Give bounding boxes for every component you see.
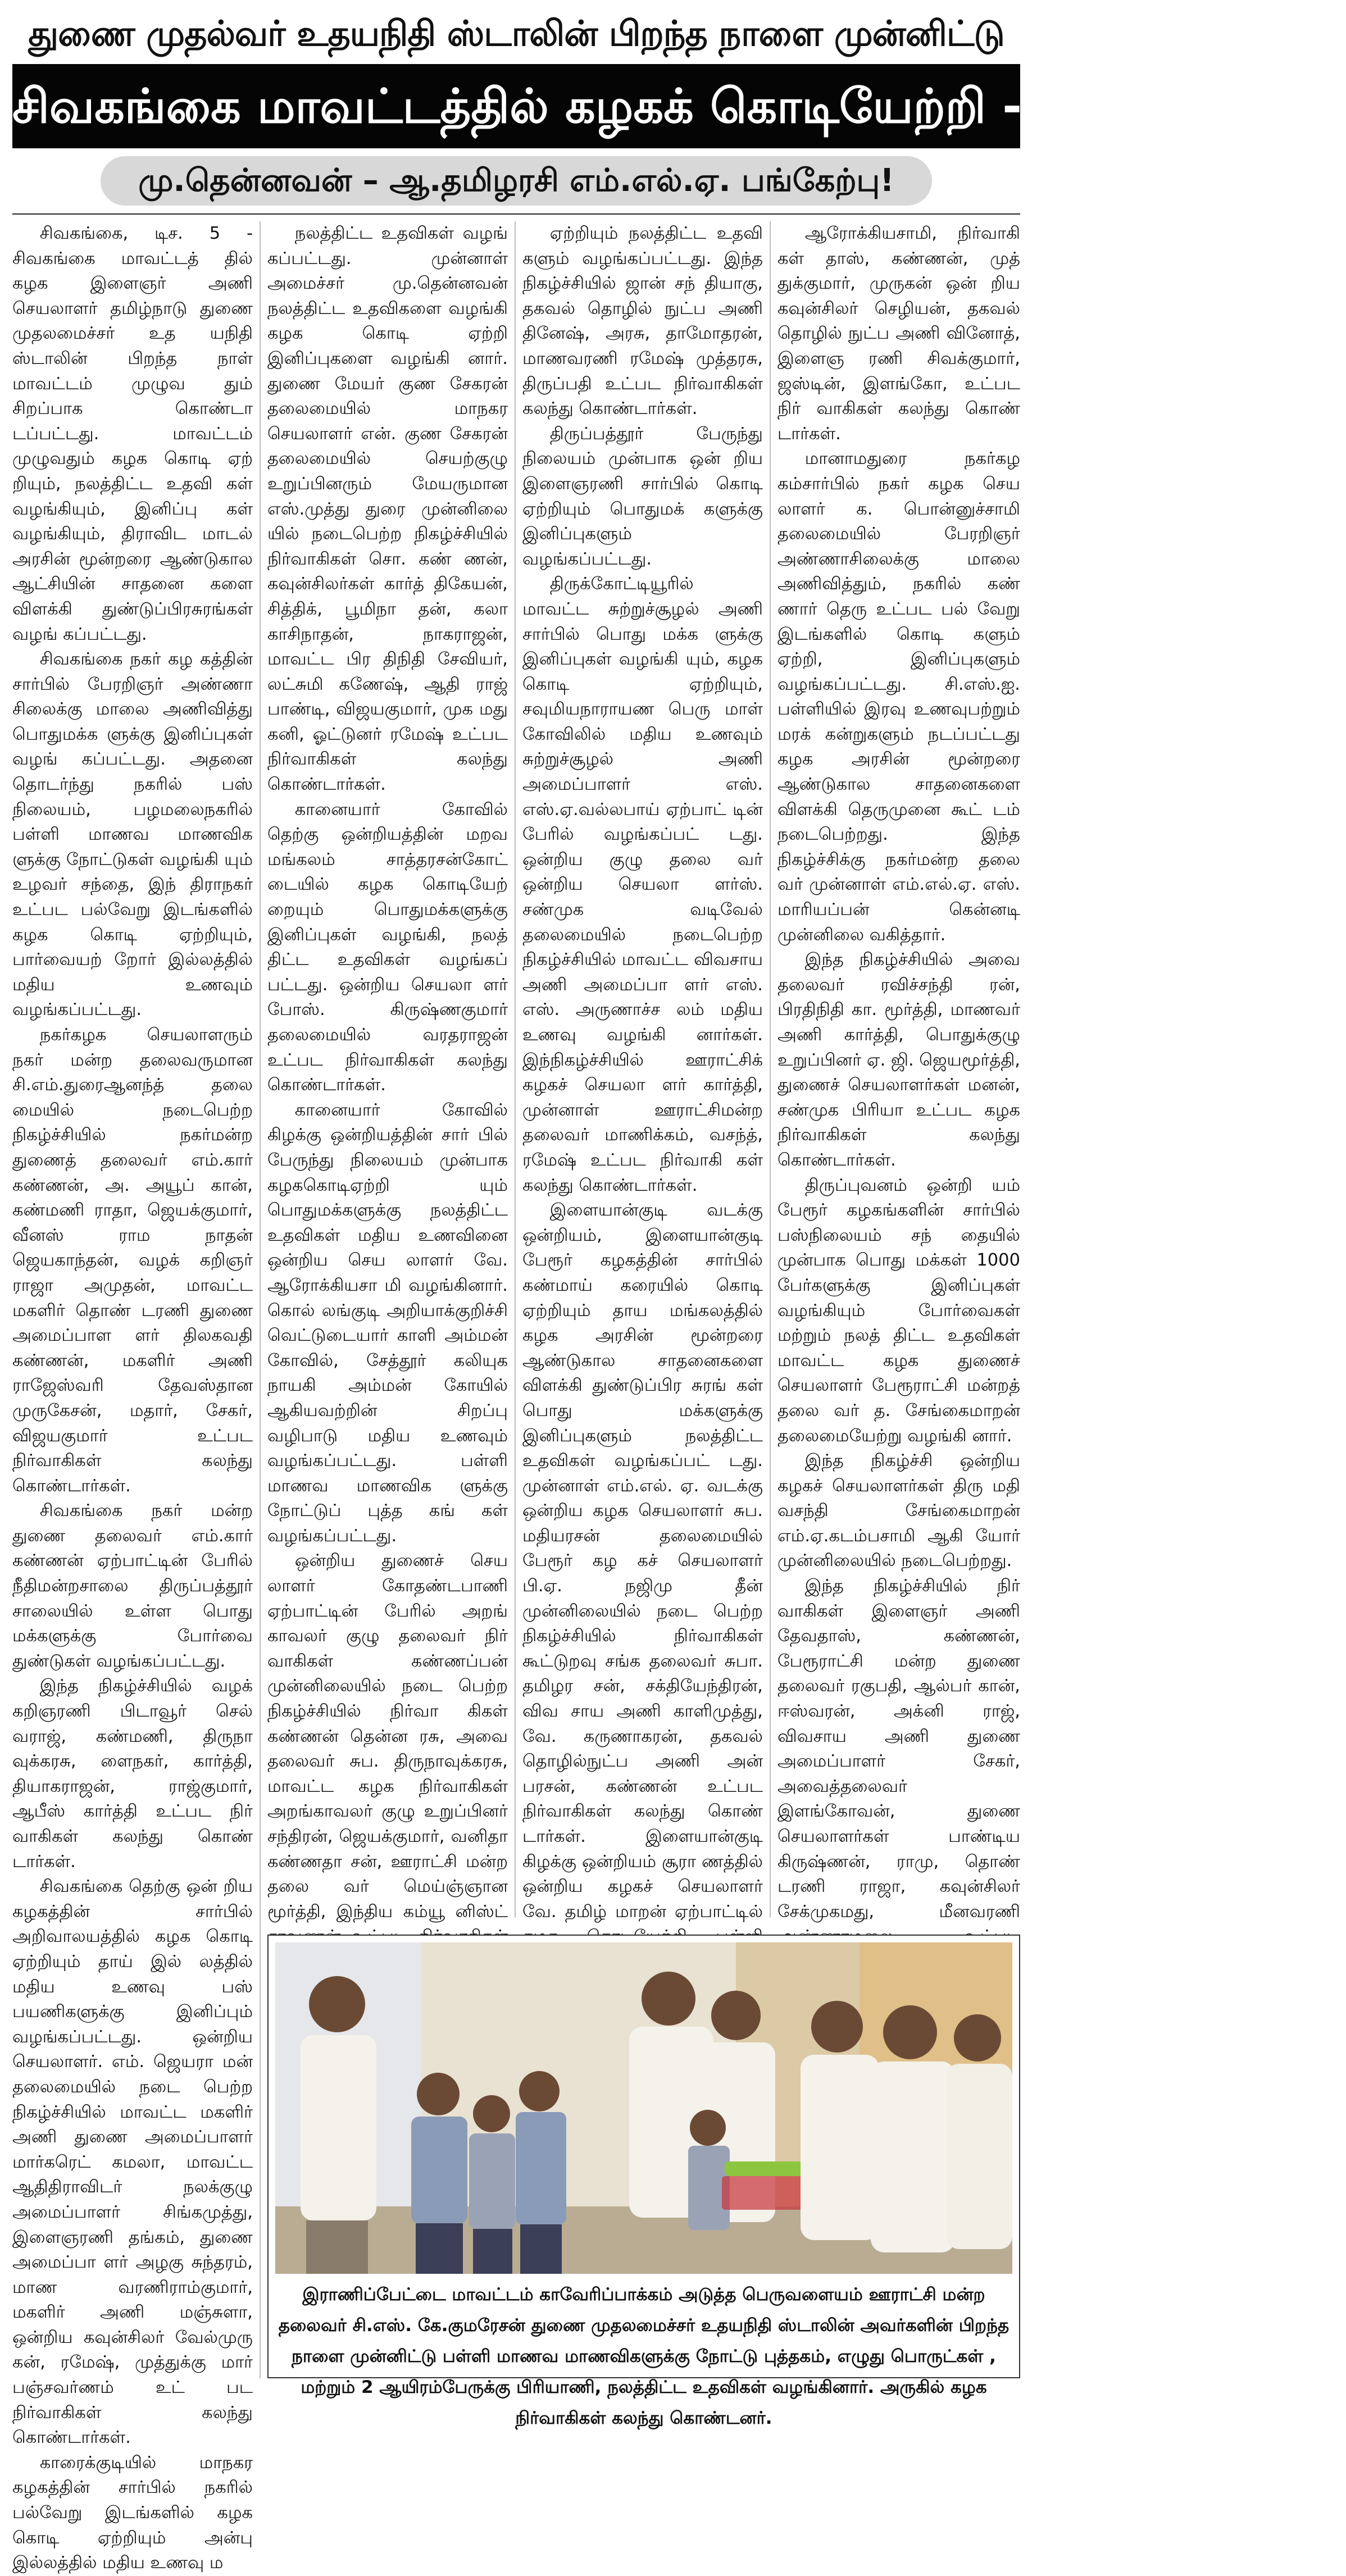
article-body	[12, 221, 1021, 2573]
paragraph: இளையான்குடி வடக்கு ஒன்றியம், இளையான்குடி பேரூர் கழகத்தின் சார்பில் கண்மாய் கரையில் கொடி ஏற்றியும் தாய மங்கலத்தில் கழக அரசின் மூன்றரை ஆண்டுகால சாதனைகளை விளக்கி துண்டுப்பிர சுரங் கள் பொது மக்களுக்கு இனிப்புகளும் நலத்திட்ட உதவிகள் வழங்கப்பட் டது. முன்னாள் எம்.எல். ஏ. வடக்கு ஒன்றிய கழக செயலாளர் சுப. மதியரசன் தலைமையில் பேரூர் கழ கச் செயலாளர் பி.ஏ. நஜிமு தீன் முன்னிலையில் நடை பெற்ற நிகழ்ச்சியில் நிர்வாகிகள் கூட்டுறவு சங்க தலைவர் சுபா. தமிழர சன், சக்தியேந்திரன், விவ சாய அணி காளிமுத்து, வே. கருணாகரன், தகவல் தொழில்நுட்ப அணி அன் பரசன், கண்ணன் உட்பட நிர்வாகிகள் கலந்து கொண் டார்கள். இளையான்குடி கிழக்கு ஒன்றியம் சூரா ணத்தில் ஒன்றிய கழகச் செயலாளர் வே. தமிழ் மாறன் ஏற்பாட்டில்	[522, 1200, 763, 1922]
child-legs	[416, 2223, 463, 2274]
photo-block	[267, 1935, 1020, 2428]
person-body	[871, 2061, 955, 2252]
event-photo	[275, 1942, 1012, 2274]
column-separator	[770, 221, 771, 1918]
person-body	[301, 2035, 376, 2220]
child-legs	[520, 2224, 562, 2274]
paragraph: கானையார் கோவில் தெற்கு ஒன்றியத்தின் மறவ மங்கலம் சாத்தரசன்கோட் டையில் கழக கொடியேற் றையும் பொதுமக்களுக்கு இனிப்புகள் வழங்கி, நலத் திட்ட உதவிகள் வழங்கப் பட்டது. ஒன்றிய செயலா ளர் போஸ். கிருஷ்ணகுமார் தலைமையில் வரதராஜன் உட்பட நிர்வாகிகள் கலந்து கொண்டார்கள்.	[267, 799, 508, 1095]
paragraph: கானையார் கோவில் கிழக்கு ஒன்றியத்தின் சார் பில் பேருந்து நிலையம் முன்பாக கழககொடிஏற்றி யும் பொதுமக்களுக்கு நலத்திட்ட உதவிகள் மதிய உணவினை ஒன்றிய செய லாளர் வே. ஆரோக்கியசா மி வழங்கினார். கொல் லங்குடி அறியாக்குறிச்சி வெட்டுடையார் காளி அம்மன் கோவில், சேத்தூர் கலியுக நாயகி அம்மன் கோயில் ஆகியவற்றின் சிறப்பு வழிபாடு மதிய உணவும் வழங்கப்பட்டது. பள்ளி மாணவ மாணவிக ளுக்கு நோட்டுப் புத்த கங் கள் வழங்கப்பட்டது.	[267, 1100, 508, 1546]
paragraph: நகர்கழக செயலாளரும் நகர் மன்ற தலைவருமான சி.எம்.துரைஆனந்த் தலை மையில் நடைபெற்ற நிகழ்ச்சியில் நகர்மன்ற துணைத் தலைவர் எம்.கார் கண்ணன், அ. அயூப் கான், கண்மணி ராதா, ஜெயக்குமார், வீனஸ் ராம நாதன் ஜெயகாந்தன், வழக் கறிஞர் ராஜா அமுதன், மாவட்ட மகளிர் தொண் டரணி துணை அமைப்பாள ளர் திலகவதி கண்ணன், மகளிர் அணி ராஜேஸ்வரி தேவஸ்தான முருகேசன், மதார், சேகர், விஜயகுமார் உட்பட நிர்வாகிகள் கலந்து கொண்டார்கள்.	[12, 1025, 253, 1496]
paragraph: திருப்புவனம் ஒன்றி யம் பேரூர் கழகங்களின் சார்பில் பஸ்நிலையம் சந் தையில் முன்பாக பொது மக்கள் 1000 பேர்களுக்கு இனிப்புகள் வழங்கியும் போர்வைகள் மற்றும் நலத் திட்ட உதவிகள் மாவட்ட கழக துணைச் செயலாளர் பேரூராட்சி மன்றத் தலை வர் த. சேங்கைமாறன் தலைமையேற்று வழங்கி னார்.	[777, 1175, 1020, 1446]
column-2	[267, 221, 508, 1922]
paragraph: காரைக்குடியில் மாநகர கழகத்தின் சார்பில் நகரில் பல்வேறு இடங்களில் கழக கொடி ஏற்றியும் அன்பு இல்லத்தில் மதிய உணவு ம	[12, 2452, 253, 2573]
person-head	[309, 1976, 365, 2032]
event-photo-illustration	[275, 1942, 1012, 2274]
person-head	[811, 2001, 863, 2052]
person-body	[801, 2055, 879, 2240]
photo-caption: இராணிப்பேட்டை மாவட்டம் காவேரிப்பாக்கம் அடுத்த பெருவளையம் ஊராட்சி மன்ற தலைவர் சி.எஸ். கே.குமரேசன் துணை முதலமைச்சர் உதயநிதி ஸ்டாலின் அவர்களின் பிறந்த நாளை முன்னிட்டு பள்ளி மாணவ மாணவிகளுக்கு நோட்டு புத்தகம், எழுது பொருட்கள் , மற்றும் 2 ஆயிரம்பேருக்கு பிரியாணி, நலத்திட்ட உதவிகள் வழங்கினார். அருகில் கழக நிர்வாகிகள் கலந்து கொண்டனர்.	[278, 2284, 1010, 2428]
paragraph: இந்த நிகழ்ச்சி ஒன்றிய கழகச் செயலாளர்கள் திரு மதி வசந்தி சேங்கைமாறன் எம்.ஏ.கடம்பசாமி ஆகி யோர் முன்னிலையில் நடைபெற்றது.	[777, 1451, 1020, 1571]
subheadline: மு.தென்னவன் – ஆ.தமிழரசி எம்.எல்.ஏ. பங்கேற்பு!	[101, 156, 932, 206]
paragraph: மானாமதுரை நகர்கழ கம்சார்பில் நகர் கழக செய லாளர் க. பொன்னுச்சாமி தலைமையில் பேரறிஞர் அண்ணாசிலைக்கு மாலை அணிவித்தும், நகரில் கண் ணார் தெரு உட்பட பல் வேறு இடங்களில் கொடி களும் ஏற்றி, இனிப்புகளும் வழங்கப்பட்டது. சி.எஸ்.ஐ. பள்ளியில் இரவு உணவுபற்றும் மரக் கன்றுகளும் நடப்பட்டது கழக அரசின் மூன்றரை ஆண்டுகால சாதனைகளை விளக்கி தெருமுனை கூட் டம் நடைபெற்றது. இந்த நிகழ்ச்சிக்கு நகர்மன்ற தலை வர் முன்னாள் எம்.எல்.ஏ. எஸ். மாரியப்பன் கென்னடி முன்னிலை வகித்தார்.	[777, 449, 1020, 945]
person-body	[947, 2064, 1012, 2249]
person-head	[883, 2005, 937, 2059]
paragraph: சிவகங்கை நகர் மன்ற துணை தலைவர் எம்.கார் கண்ணன் ஏற்பாட்டின் பேரில் நீதிமன்றசாலை திருப்பத்தூர் சாலையில் உள்ள பொது மக்களுக்கு போர்வை துண்டுகள் வழங்கப்பட்டது.	[12, 1501, 253, 1671]
child-head	[473, 2095, 510, 2132]
person-head	[954, 2014, 1001, 2061]
child-body	[516, 2112, 566, 2224]
child-head	[690, 2110, 726, 2146]
column-4	[777, 221, 1021, 1922]
paragraph: சிவகங்கை நகர் கழ கத்தின் சார்பில் பேரறிஞர் அண்ணா சிலைக்கு மாலை அணிவித்து பொதுமக்க ளுக்கு இனிப்புகள் வழங் கப்பட்டது. அதனை தொடர்ந்து நகரில் பஸ் நிலையம், பழமலைநகரில் பள்ளி மாணவ மாணவிக ளுக்கு நோட்டுகள் வழங்கி யும் உழவர் சந்தை, இந் திராநகர் உட்பட பல்வேறு இடங்களில் கழக கொடி ஏற்றியும், பார்வையற் றோர் இல்லத்தில் மதிய உணவும் வழங்கப்பட்டது.	[12, 649, 253, 1020]
child-head	[417, 2073, 460, 2115]
paragraph: ஆரோக்கியசாமி, நிர்வாகி கள் தாஸ், கண்ணன், முத் துக்குமார், முருகன் ஒன் றிய கவுன்சிலர் செழியன், தகவல் தொழில் நுட்ப அணி வினோத், இளைஞ ரணி சிவக்குமார், ஜஸ்டின், இளங்கோ, உட்பட நிர் வாகிகள் கலந்து கொண் டார்கள்.	[777, 224, 1020, 444]
paragraph: திருக்கோட்டியூரில் மாவட்ட சுற்றுச்சூழல் அணி சார்பில் பொது மக்க ளுக்கு இனிப்புகள் வழங்கி யும், கழக கொடி ஏற்றியும், சவுமியநாராயண பெரு மாள் கோவிலில் மதிய உணவும் சுற்றுச்சூழல் அணி அமைப்பாளர் எஸ். எஸ்.ஏ.வல்லபாய் ஏற்பாட் டின் பேரில் வழங்கப்பட் டது. ஒன்றிய குழு தலை வர் ஒன்றிய செயலா ளர்ஸ். சண்முக வடிவேல் தலைமையில் நடைபெற்ற நிகழ்ச்சியில் மாவட்ட விவசாய அணி அமைப்பா ளர் எஸ். எஸ். அருணாச்ச லம் மதிய உணவு வழங்கி னார்கள். இந்நிகழ்ச்சியில் ஊராட்சிக் கழகச் செயலா ளர் கார்த்தி, முன்னாள் ஊராட்சிமன்ற தலைவர் மாணிக்கம், வசந்த், ரமேஷ் உட்பட நிர்வாகி கள் கலந்து கொண்டார்கள்.	[522, 574, 763, 1195]
person-head	[642, 1972, 695, 2026]
paragraph: இந்த நிகழ்ச்சியில் அவை தலைவர் ரவிச்சந்தி ரன், பிரதிநிதி கா. மூர்த்தி, மாணவர் அணி கார்த்தி, பொதுக்குழு உறுப்பினர் ஏ. ஜி. ஜெயமூர்த்தி, துணைச் செயலாளர்கள் மனன், சண்முக பிரியா உட்பட கழக நிர்வாகிகள் கலந்து கொண்டார்கள்.	[777, 950, 1021, 1170]
column-3	[522, 221, 763, 1922]
paragraph: நலத்திட்ட உதவிகள் வழங் கப்பட்டது. முன்னாள் அமைச்சர் மு.தென்னவன் நலத்திட்ட உதவிகளை வழங்கி கழக கொடி ஏற்றி இனிப்புகளை வழங்கி னார். துணை மேயர் குண சேகரன் தலைமையில் மாநகர செயலாளர் என். குண சேகரன் தலைமையில் செயற்குழு உறுப்பினரும் மேயருமான எஸ்.முத்து துரை முன்னிலை யில் நடைபெற்ற நிகழ்ச்சியில் நிர்வாகிகள் சொ. கண் ணன், கவுன்சிலர்கள் கார்த் திகேயன், சித்திக், பூமிநா தன், கலா காசிநாதன், நாகராஜன், மாவட்ட பிர திநிதி சேவியர், லட்சுமி கணேஷ், ஆதி ராஜ் பாண்டி, விஜயகுமார், முக மது கனி, ஓட்டுனர் ரமேஷ் உட்பட நிர்வாகிகள் கலந்து கொண்டார்கள்.	[267, 224, 508, 795]
kicker-headline: துணை முதல்வர் உதயநிதி ஸ்டாலின் பிறந்த நாளை முன்னிட்டு	[28, 13, 1004, 54]
column-1	[12, 221, 253, 2573]
paragraph: திருப்பத்தூர் பேருந்து நிலையம் முன்பாக ஒன் றிய இளைஞரணி சார்பில் கொடி ஏற்றியும் பொதுமக் களுக்கு இனிப்புகளும் வழங்கப்பட்டது.	[522, 424, 763, 569]
column-separator	[515, 221, 516, 1918]
main-headline: சிவகங்கை மாவட்டத்தில் கழகக் கொடியேற்றி - நல உதவிகள்!	[12, 64, 1020, 148]
paragraph: சிவகங்கை, டிச. 5 - சிவகங்கை மாவட்டத் தில் கழக இளைஞர் அணி செயலாளர் தமிழ்நாடு துணை முதலமைச்சர் உத யநிதி ஸ்டாலின் பிறந்த நாள் மாவட்டம் முழுவ தும் சிறப்பாக கொண்டா டப்பட்டது. மாவட்டம் முழுவதும் கழக கொடி ஏற் றியும், நலத்திட்ட உதவி கள் வழங்கியும், இனிப்பு கள் வழங்கியும், திராவிட மாடல் அரசின் மூன்றரை ஆண்டுகால ஆட்சியின் சாதனை களை விளக்கி துண்டுப்பிரசுரங்கள் வழங் கப்பட்டது.	[12, 224, 253, 644]
paragraph: சிவகங்கை தெற்கு ஒன் றிய கழகத்தின் சார்பில் அறிவாலயத்தில் கழக கொடி ஏற்றியும் தாய் இல் லத்தில் மதிய உணவு பஸ் பயணிகளுக்கு இனிப்பும் வழங்கப்பட்டது. ஒன்றிய செயலாளர். எம். ஜெயரா மன் தலைமையில் நடை பெற்ற நிகழ்ச்சியில் மாவட்ட மகளிர் அணி துணை அமைப்பாளர் மார்கரெட் கமலா, மாவட்ட ஆதிதிராவிடர் நலக்குழு அமைப்பாளர் சிங்கமுத்து, இளைஞரணி தங்கம், துணை அமைப்பா ளர் அழகு சுந்தரம், மாண வரணிராம்குமார், மகளிர் அணி மஞ்சுளா, ஒன்றிய கவுன்சிலர் வேல்முரு கன், ரமேஷ், முத்துக்கு மார் பஞ்சவர்ணம் உட் பட நிர்வாகிகள் கலந்து கொண்டார்கள்.	[12, 1877, 253, 2448]
person-head	[711, 1991, 761, 2040]
paragraph: ஒன்றிய துணைச் செய லாளர் கோதண்டபாணி ஏற்பாட்டின் பேரில் அறங் காவலர் குழு தலைவர் நிர் வாகிகள் கண்ணப்பன் முன்னிலையில் நடை பெற்ற நிகழ்ச்சியில் நிர்வா கிகள் கண்ணன் தென்ன ரசு, அவை தலைவர் சுப. திருநாவுக்கரசு, மாவட்ட கழக நிர்வாகிகள் அறங்காவலர் குழு உறுப்பினர் சந்திரன், ஜெயக்குமார், வனிதா கண்ணதா சன், ஊராட்சி மன்ற தலை வர் மெய்ஞ்ஞான மூர்த்தி, இந்திய கம்யூ னிஸ்ட்	[267, 1551, 508, 1922]
person-legs	[306, 2220, 368, 2274]
column-separator	[260, 221, 261, 2378]
paragraph: இந்த நிகழ்ச்சியில் நிர் வாகிகள் இளைஞர் அணி தேவதாஸ், கண்ணன், பேரூராட்சி மன்ற துணை தலைவர் ரகுபதி, ஆல்பர் கான், ஈஸ்வரன், அக்னி ராஜ், விவசாய அணி துணை அமைப்பாளர் சேகர், அவைத்தலைவர் இளங்கோவன், துணை செயலாளர்கள் பாண்டிய கிருஷ்ணன், ராமு, தொண் டரணி ராஜா, கவுன்சிலர் சேக்முகமது, மீனவரணி	[777, 1576, 1020, 1922]
child-body	[411, 2117, 467, 2223]
child-body	[469, 2133, 515, 2229]
child-head	[519, 2071, 560, 2111]
paragraph: ஏற்றியும் நலத்திட்ட உதவி களும் வழங்கப்பட்டது. இந்த நிகழ்ச்சியில் ஜான் சந் தியாகு, தகவல் தொழில் நுட்ப அணி தினேஷ், அரசு, தாமோதரன், மாணவரணி ரமேஷ் முத்தரசு, திருப்பதி உட்பட நிர்வாகிகள் கலந்து கொண்டார்கள்.	[522, 224, 763, 419]
paragraph: இந்த நிகழ்ச்சியில் வழக் கறிஞரணி பிடாவூர் செல் வராஜ், கண்மணி, திருநா வுக்கரசு, ளைநகர், கார்த்தி, தியாகராஜன், ராஜ்குமார், ஆபீஸ் கார்த்தி உட்பட நிர் வாகிகள் கலந்து கொண் டார்கள்.	[12, 1676, 253, 1872]
header-divider	[12, 213, 1020, 215]
child-legs	[473, 2229, 512, 2274]
